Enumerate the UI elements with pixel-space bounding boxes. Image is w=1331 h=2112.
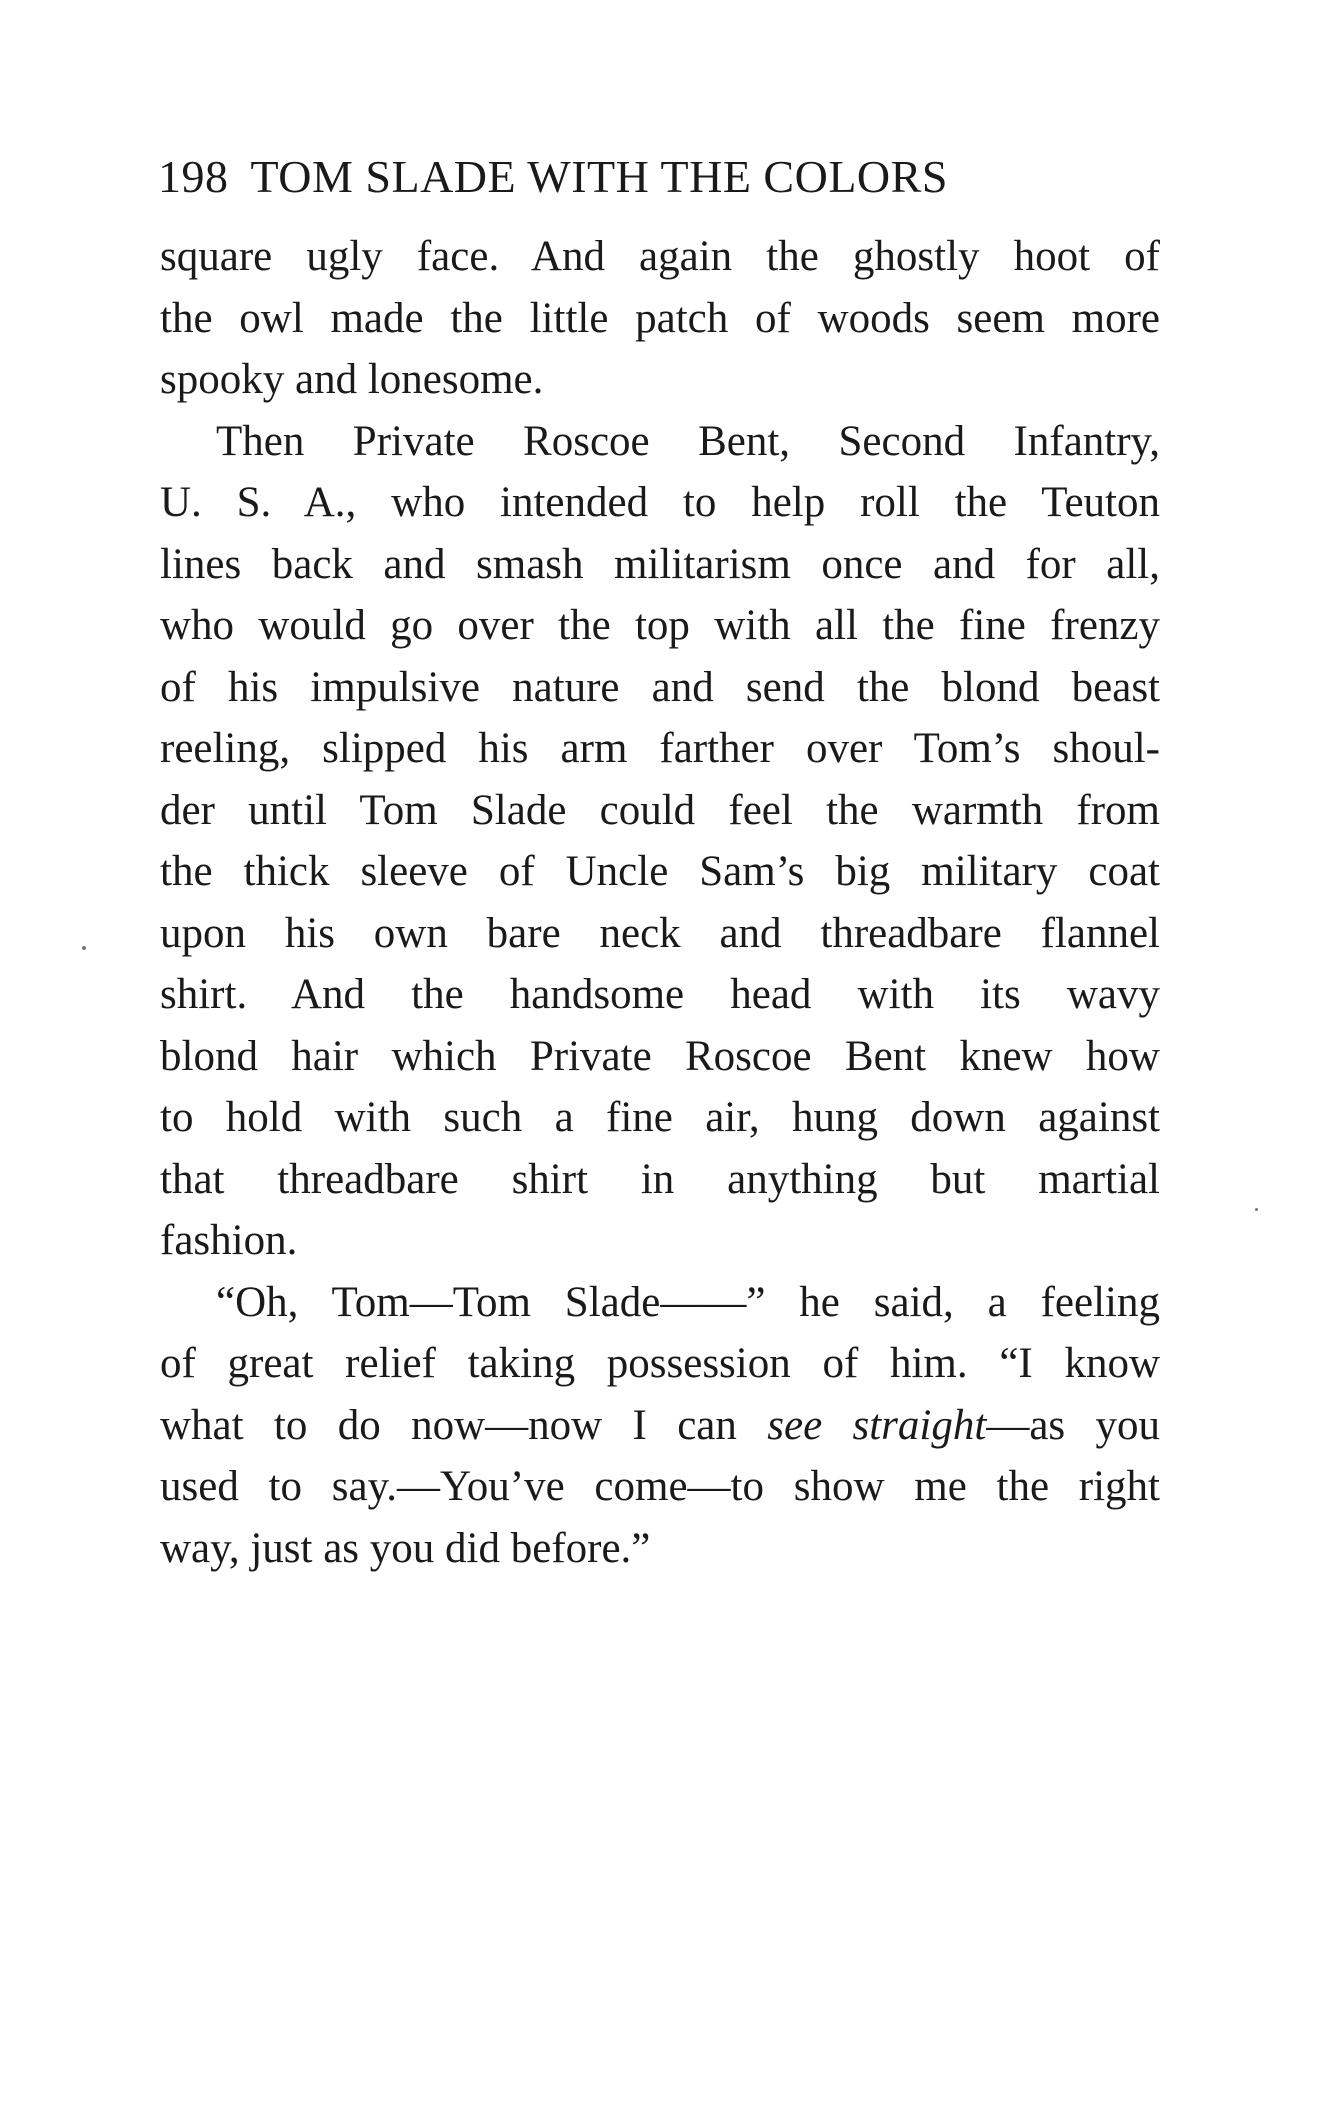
running-header bbox=[158, 150, 948, 203]
text-line: the thick sleeve of Uncle Sam’s big military coat bbox=[160, 848, 1160, 895]
text-line: used to say.—You’ve come—to show me the right bbox=[160, 1463, 1160, 1510]
italic-text: see straight bbox=[767, 1401, 987, 1449]
text-line-with-italic bbox=[160, 1395, 1160, 1457]
text-line: to hold with such a fine air, hung down against bbox=[160, 1094, 1160, 1141]
text-line: way, just as you did before.” bbox=[160, 1524, 651, 1572]
text-line: lines back and smash militarism once and for all, bbox=[160, 540, 1160, 588]
text-line: der until Tom Slade could feel the warmth from bbox=[160, 786, 1160, 834]
text-line: of his impulsive nature and send the blond beast bbox=[160, 663, 1160, 711]
text-line: that threadbare shirt in anything but martial bbox=[160, 1155, 1160, 1203]
text-line: upon his own bare neck and threadbare flannel bbox=[160, 909, 1160, 957]
text-line: the owl made the little patch of woods seem more bbox=[160, 294, 1160, 342]
print-speck bbox=[82, 946, 86, 950]
text-run: what to do now—now I can bbox=[160, 1401, 768, 1449]
text-line: reeling, slipped his arm farther over Tom’s shoul- bbox=[160, 725, 1160, 772]
text-line: square ugly face. And again the ghostly hoot of bbox=[160, 233, 1160, 280]
body-text bbox=[160, 226, 1160, 1579]
text-line: of great relief taking possession of him. “I know bbox=[160, 1340, 1160, 1387]
text-line: blond hair which Private Roscoe Bent knew how bbox=[160, 1032, 1160, 1080]
text-line: Then Private Roscoe Bent, Second Infantry, bbox=[216, 417, 1160, 465]
running-title: TOM SLADE WITH THE COLORS bbox=[250, 151, 948, 202]
text-line: who would go over the top with all the fine frenzy bbox=[160, 602, 1160, 649]
text-line: “Oh, Tom—Tom Slade——” he said, a feeling bbox=[216, 1278, 1160, 1326]
text-line: fashion. bbox=[160, 1217, 298, 1264]
print-speck bbox=[1255, 1208, 1258, 1211]
text-run: —as you bbox=[986, 1401, 1160, 1449]
text-line: spooky and lonesome. bbox=[160, 356, 544, 403]
text-line: U. S. A., who intended to help roll the Teuton bbox=[160, 479, 1160, 526]
text-line: shirt. And the handsome head with its wavy bbox=[160, 971, 1160, 1018]
page-number: 198 bbox=[158, 151, 229, 202]
